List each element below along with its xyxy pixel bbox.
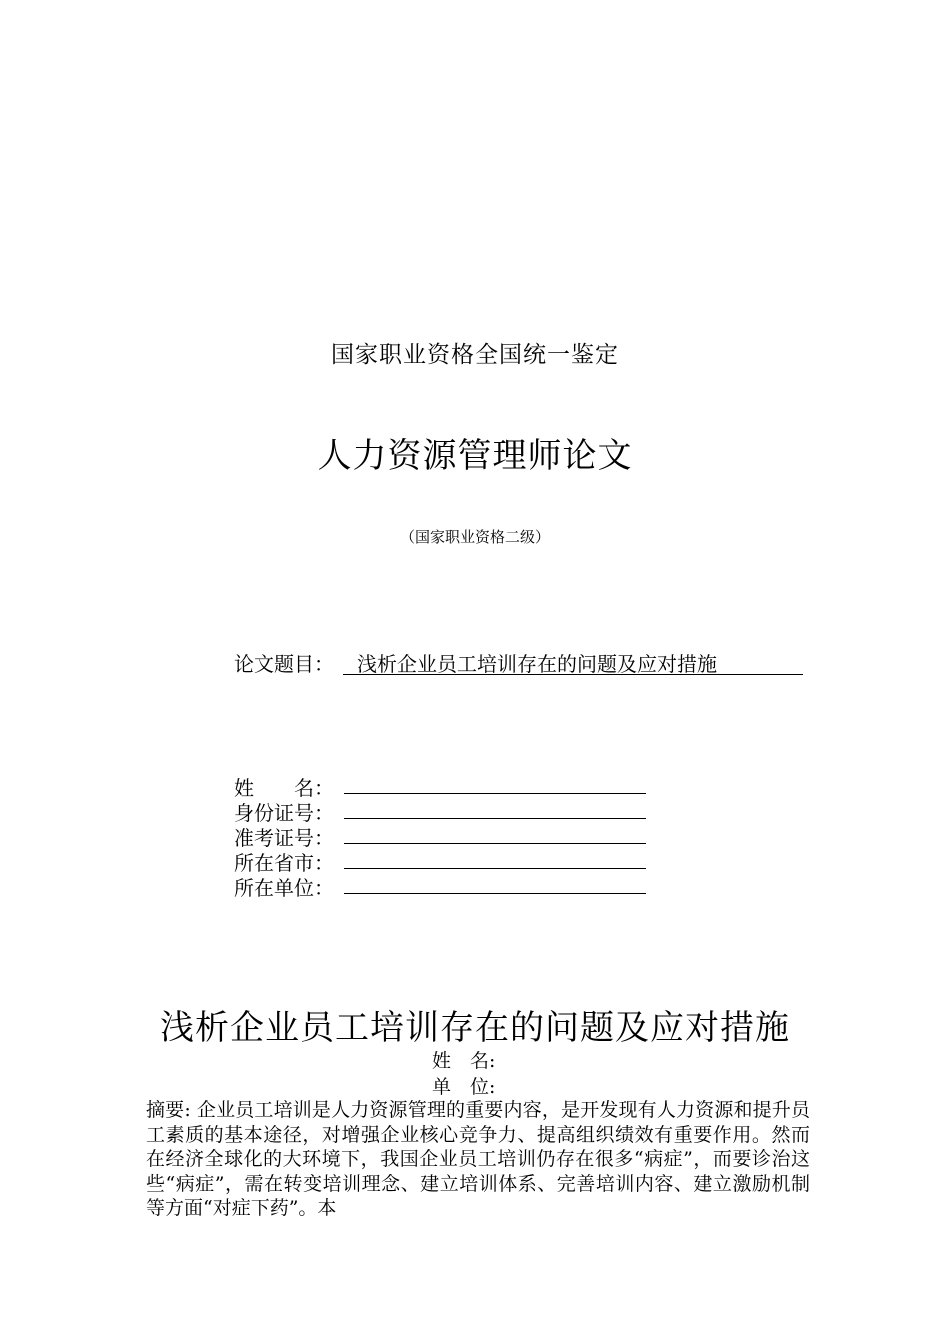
cover-header: 国家职业资格全国统一鉴定 — [331, 342, 619, 368]
cover-level: （国家职业资格二级） — [399, 528, 550, 546]
cover-title: 人力资源管理师论文 — [317, 436, 633, 476]
paper-title: 浅析企业员工培训存在的问题及应对措施 — [160, 1008, 790, 1048]
author-name-label: 姓 名: — [432, 1050, 496, 1072]
field-name-label: 姓 名： — [234, 776, 334, 800]
abstract-text: 摘要: 企业员工培训是人力资源管理的重要内容，是开发现有人力资源和提升员工素质的基本途径，对增强企业核心竞争力、提高组织绩效有重要作用。然而在经济全球化的大环境下，我国企业员工培训仍存在很多“病症”，而要诊治这些“病症”，需在转变培训理念、建立培训体系、完善培训内容、建立激励机制等方面“对症下药”。本 — [146, 1099, 810, 1219]
field-organization-line — [344, 893, 646, 894]
field-id-number-label: 身份证号： — [234, 801, 334, 825]
topic-value: 浅析企业员工培训存在的问题及应对措施 — [357, 652, 717, 676]
field-province-line — [344, 868, 646, 869]
topic-field — [343, 648, 803, 675]
field-province-label: 所在省市： — [234, 851, 334, 875]
field-id-number-line — [344, 818, 646, 819]
field-exam-number-line — [344, 843, 646, 844]
field-name-line — [344, 793, 646, 794]
author-unit-label: 单 位: — [432, 1076, 496, 1098]
field-exam-number-label: 准考证号： — [234, 826, 334, 850]
field-organization-label: 所在单位： — [234, 876, 334, 900]
topic-label: 论文题目： — [234, 652, 334, 676]
